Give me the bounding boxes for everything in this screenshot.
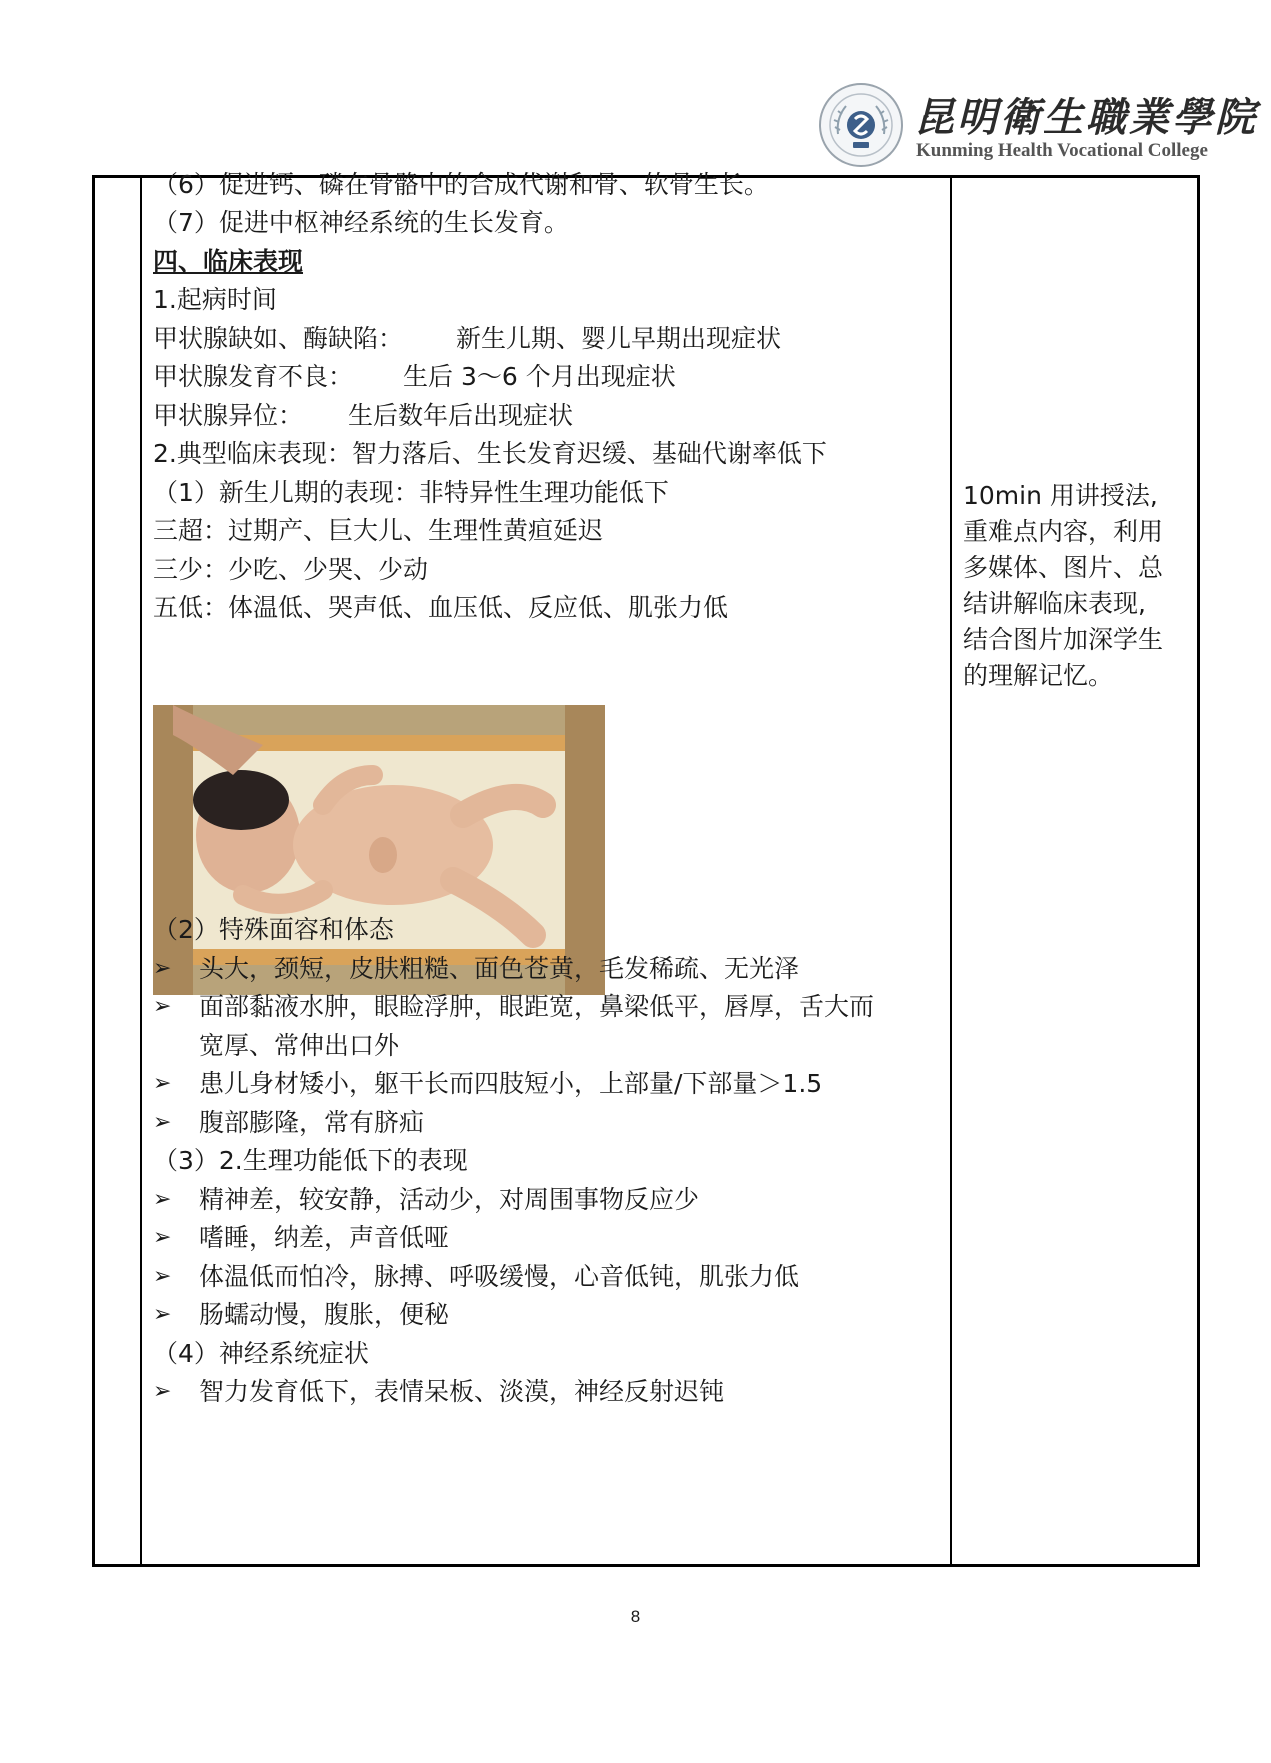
lesson-table xyxy=(92,170,1200,1567)
bullet-text: 嗜睡，纳差，声音低哑 xyxy=(199,1223,450,1252)
bullet-text: 头大，颈短，皮肤粗糙、面色苍黄，毛发稀疏、无光泽 xyxy=(199,954,800,983)
onset-time: 生后 3～6 个月出现症状 xyxy=(403,362,676,391)
text-line: （7）促进中枢神经系统的生长发育。 xyxy=(153,208,569,237)
text-line: 1.起病时间 xyxy=(153,285,277,314)
bullet-text: 精神差，较安静，活动少，对周围事物反应少 xyxy=(199,1185,700,1214)
note-line: 结讲解临床表现, xyxy=(963,589,1146,618)
text-line: 五低：体温低、哭声低、血压低、反应低、肌张力低 xyxy=(153,593,729,622)
bullet-text: 智力发育低下，表情呆板、淡漠，神经反射迟钝 xyxy=(199,1377,725,1406)
arrow-bullet-icon: ➢ xyxy=(153,956,172,981)
text-line: （4）神经系统症状 xyxy=(153,1339,369,1368)
arrow-bullet-icon: ➢ xyxy=(153,1225,172,1250)
text-line: （1）新生儿期的表现：非特异性生理功能低下 xyxy=(153,478,669,507)
text-line: （6）促进钙、磷在骨骼中的合成代谢和骨、软骨生长。 xyxy=(153,170,769,199)
infant-photo xyxy=(153,705,605,995)
onset-cause: 甲状腺发育不良： xyxy=(153,362,354,391)
onset-cause: 甲状腺异位： xyxy=(153,401,304,430)
note-line: 多媒体、图片、总 xyxy=(963,553,1164,582)
college-name-cn: 昆明衛生職業學院 xyxy=(914,94,1258,141)
onset-time: 新生儿期、婴儿早期出现症状 xyxy=(456,324,782,353)
text-line: 2.典型临床表现：智力落后、生长发育迟缓、基础代谢率低下 xyxy=(153,439,827,468)
arrow-bullet-icon: ➢ xyxy=(153,1071,172,1096)
college-seal-icon xyxy=(818,82,904,168)
bullet-text: 宽厚、常伸出口外 xyxy=(199,1031,400,1060)
bullet-text: 面部黏液水肿，眼睑浮肿，眼距宽，鼻梁低平，唇厚，舌大而 xyxy=(199,992,875,1021)
text-line: 三少：少吃、少哭、少动 xyxy=(153,555,429,584)
arrow-bullet-icon: ➢ xyxy=(153,1302,172,1327)
arrow-bullet-icon: ➢ xyxy=(153,1187,172,1212)
bullet-text: 患儿身材矮小，躯干长而四肢短小，上部量/下部量＞1.5 xyxy=(199,1069,823,1098)
page-number: 8 xyxy=(630,1607,641,1626)
note-line: 10min 用讲授法, xyxy=(963,481,1158,510)
column-divider-right xyxy=(950,178,952,1564)
onset-row xyxy=(153,362,676,392)
section-heading: 四、临床表现 xyxy=(153,247,304,276)
note-line: 重难点内容，利用 xyxy=(963,517,1164,546)
onset-row xyxy=(153,401,573,431)
arrow-bullet-icon: ➢ xyxy=(153,1264,172,1289)
column-divider-left xyxy=(140,178,142,1564)
arrow-bullet-icon: ➢ xyxy=(153,1379,172,1404)
onset-time: 生后数年后出现症状 xyxy=(348,401,574,430)
onset-row xyxy=(153,324,781,354)
arrow-bullet-icon: ➢ xyxy=(153,1110,172,1135)
onset-cause: 甲状腺缺如、酶缺陷： xyxy=(153,324,404,353)
college-name-en: Kunming Health Vocational College xyxy=(916,140,1208,161)
college-logo xyxy=(818,82,1258,174)
teaching-notes xyxy=(963,478,1193,694)
text-line: （2）特殊面容和体态 xyxy=(153,915,394,944)
note-line: 结合图片加深学生 xyxy=(963,625,1164,654)
bullet-text: 肠蠕动慢，腹胀，便秘 xyxy=(199,1300,450,1329)
bullet-text: 腹部膨隆，常有脐疝 xyxy=(199,1108,425,1137)
note-line: 的理解记忆。 xyxy=(963,661,1114,690)
bullet-text: 体温低而怕冷，脉搏、呼吸缓慢，心音低钝，肌张力低 xyxy=(199,1262,800,1291)
text-line: 三超：过期产、巨大儿、生理性黄疸延迟 xyxy=(153,516,604,545)
arrow-bullet-icon: ➢ xyxy=(153,994,172,1019)
text-line: （3）2.生理功能低下的表现 xyxy=(153,1146,468,1175)
